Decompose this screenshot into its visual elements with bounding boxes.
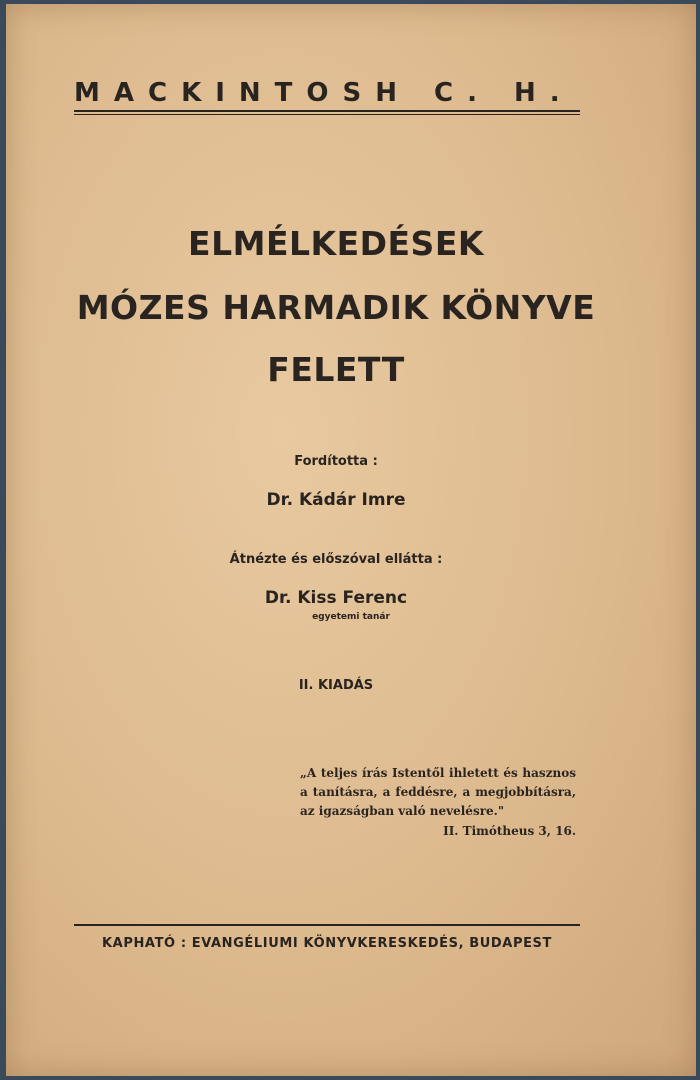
translator-name: Dr. Kádár Imre: [266, 490, 406, 510]
title-line-3: FELETT: [267, 350, 405, 389]
top-rule: [74, 110, 580, 112]
translated-by-label: Fordította :: [294, 454, 378, 469]
reviewer-title: egyetemi tanár: [312, 612, 390, 622]
book-cover: [6, 4, 696, 1076]
author-name: MACKINTOSH C. H.: [74, 78, 574, 108]
title-line-2: MÓZES HARMADIK KÖNYVE: [76, 288, 596, 327]
quote-reference: II. Timótheus 3, 16.: [443, 824, 576, 838]
bottom-rule: [74, 924, 580, 926]
reviewed-by-label: Átnézte és előszóval ellátta :: [229, 552, 443, 567]
bible-quote: „A teljes írás Istentől ihletett és hasznos a tanításra, a feddésre, a megjobbításra, az igazságban való nevelésre.": [300, 766, 576, 818]
publisher-line: KAPHATÓ : EVANGÉLIUMI KÖNYVKERESKEDÉS, BUDAPEST: [101, 936, 552, 951]
edition-label: II. KIADÁS: [298, 678, 374, 693]
reviewer-name: Dr. Kiss Ferenc: [264, 588, 408, 608]
title-line-1: ELMÉLKEDÉSEK: [188, 224, 484, 263]
top-rule-thin: [74, 114, 580, 115]
